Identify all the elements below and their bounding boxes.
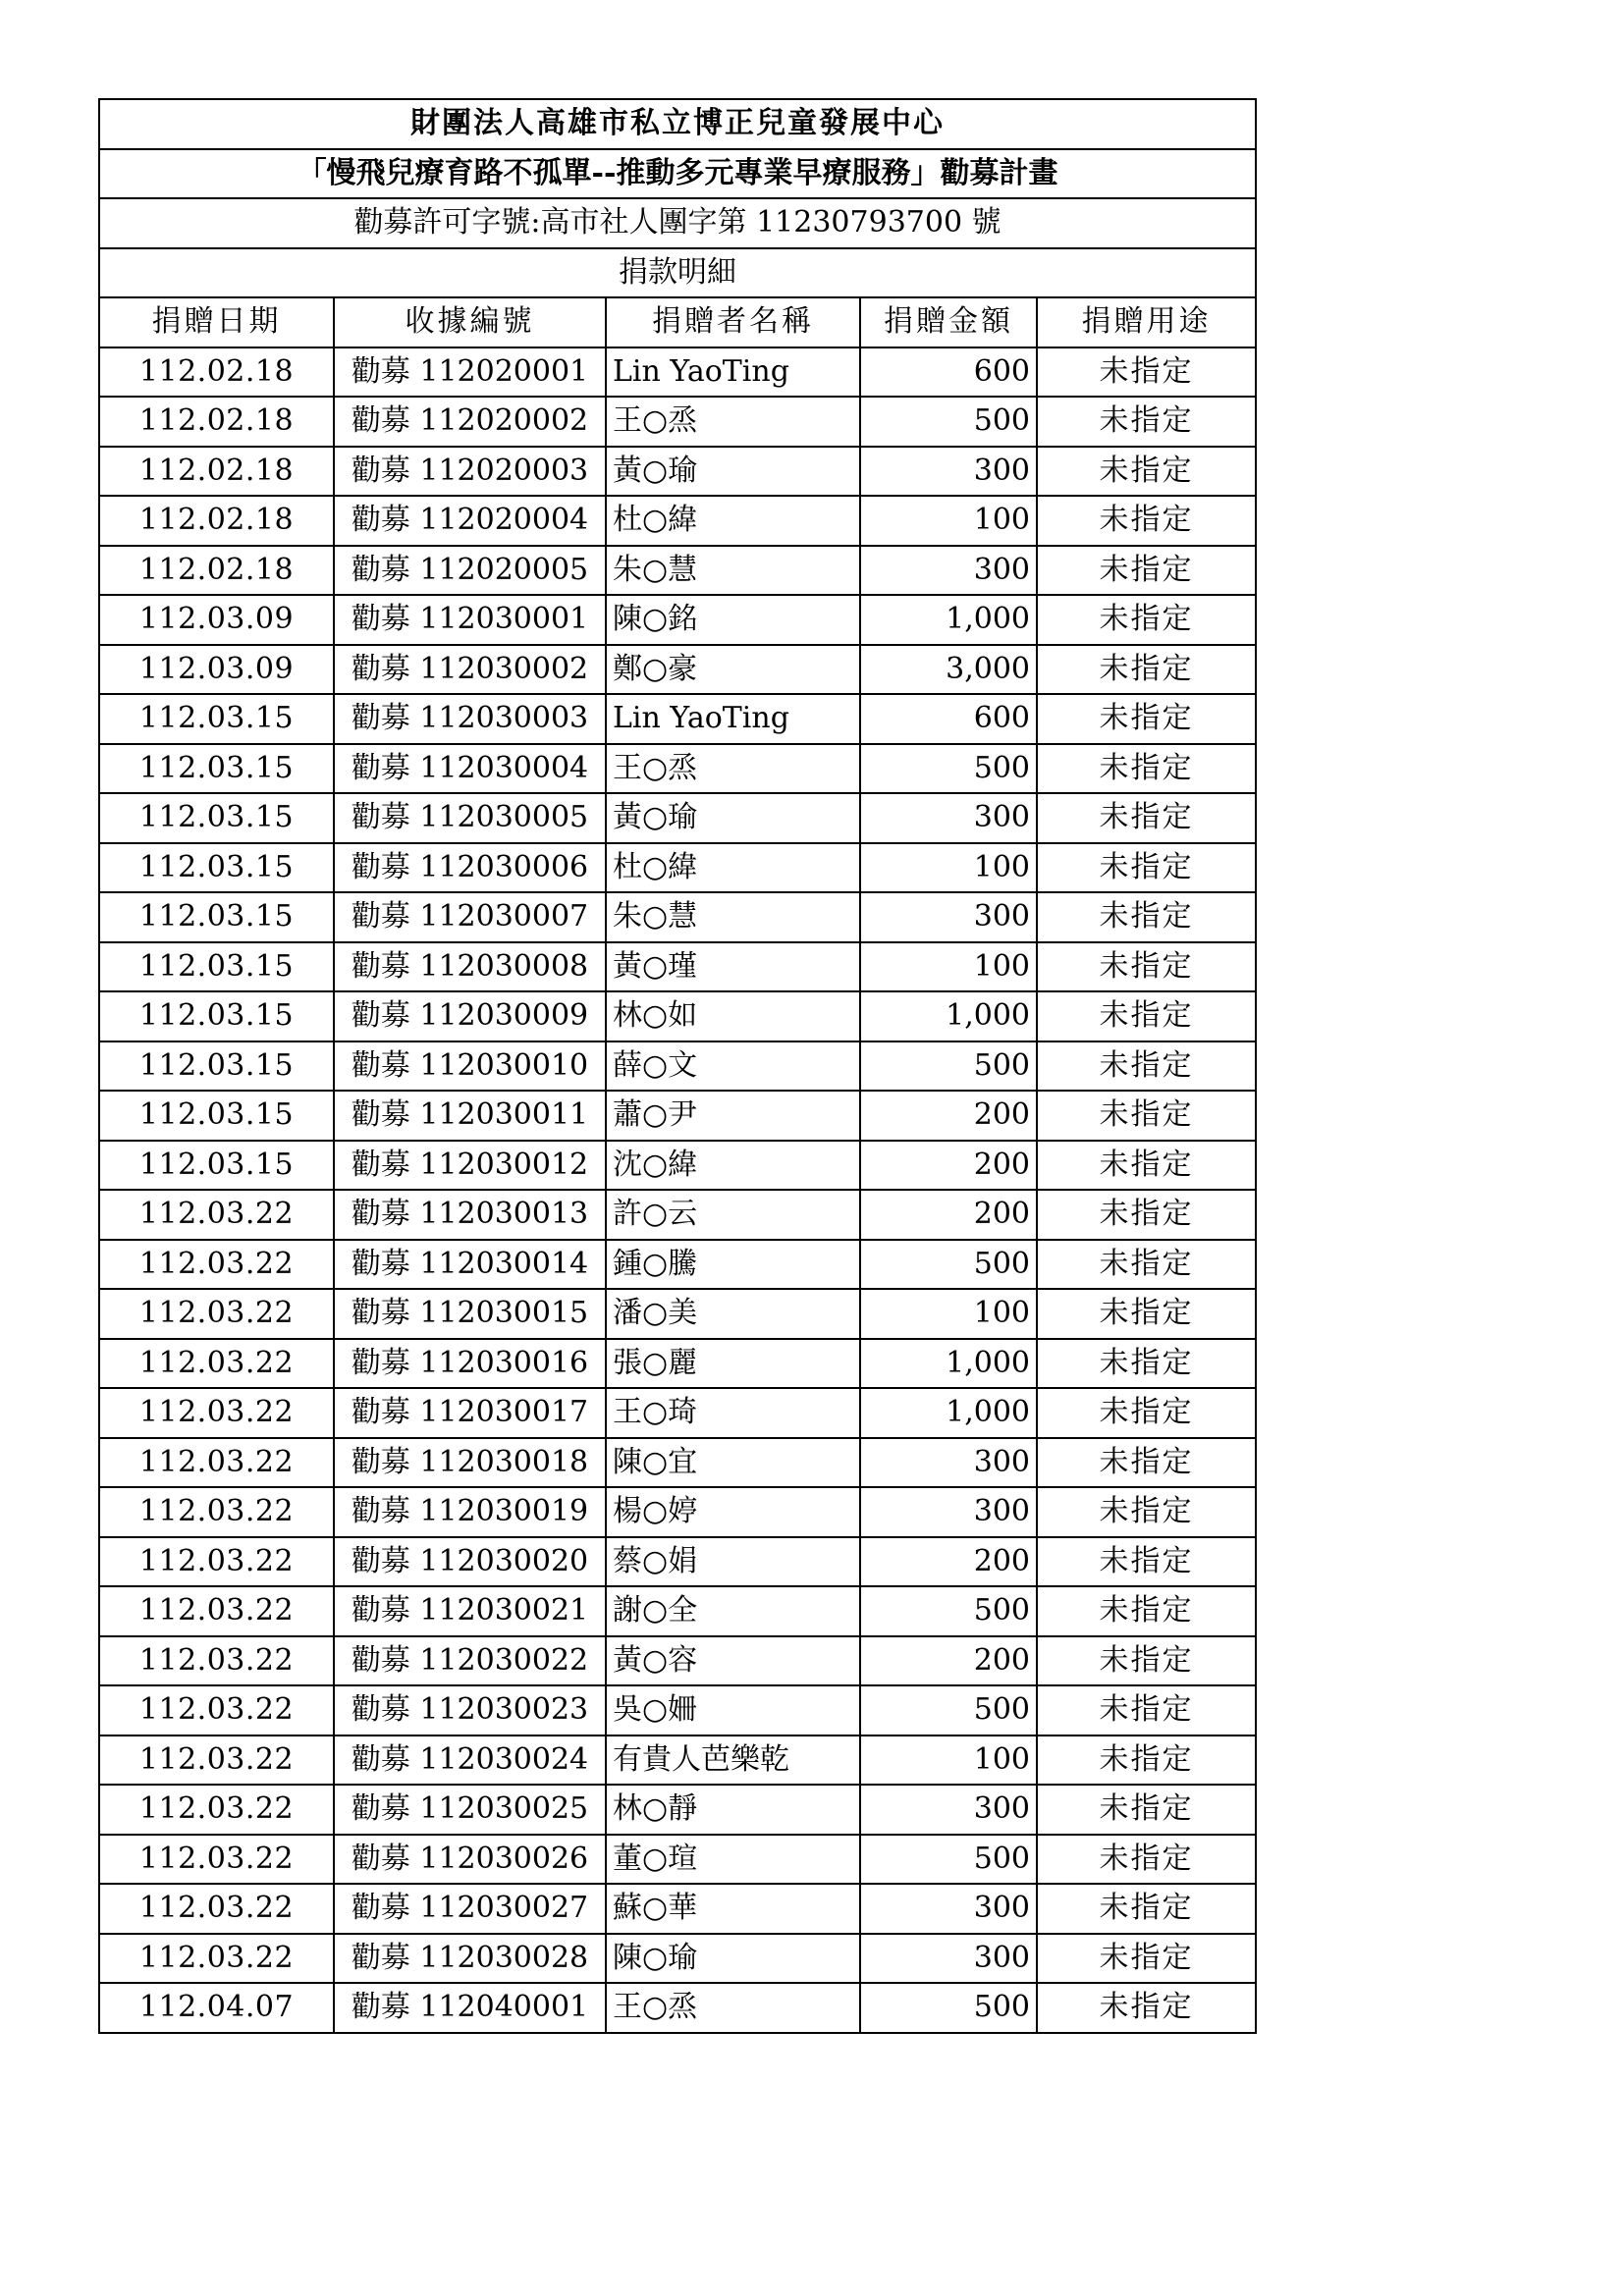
receipt-number: 勸募 112030023 xyxy=(334,1685,606,1735)
donation-purpose: 未指定 xyxy=(1037,1487,1256,1537)
donation-amount: 300 xyxy=(860,546,1037,596)
donation-date: 112.03.15 xyxy=(99,744,334,794)
donation-date: 112.03.22 xyxy=(99,1685,334,1735)
table-row xyxy=(99,1190,1256,1240)
donation-purpose: 未指定 xyxy=(1037,1835,1256,1885)
donation-amount: 500 xyxy=(860,1983,1037,2033)
receipt-number: 勸募 112030019 xyxy=(334,1487,606,1537)
donor-name: 有貴人芭樂乾 xyxy=(606,1735,860,1786)
table-row xyxy=(99,1934,1256,1984)
donation-amount: 100 xyxy=(860,1735,1037,1786)
table-row xyxy=(99,347,1256,398)
donor-name: 王○烝 xyxy=(606,744,860,794)
receipt-number: 勸募 112030027 xyxy=(334,1884,606,1934)
donor-name: 謝○全 xyxy=(606,1586,860,1636)
donation-purpose: 未指定 xyxy=(1037,1339,1256,1389)
donation-date: 112.02.18 xyxy=(99,496,334,546)
donation-purpose: 未指定 xyxy=(1037,892,1256,942)
table-row xyxy=(99,1685,1256,1735)
donor-name: 黃○容 xyxy=(606,1636,860,1686)
donation-date: 112.03.22 xyxy=(99,1339,334,1389)
donation-purpose: 未指定 xyxy=(1037,1785,1256,1835)
table-row xyxy=(99,1586,1256,1636)
donation-date: 112.03.09 xyxy=(99,645,334,695)
donation-amount: 200 xyxy=(860,1636,1037,1686)
donation-date: 112.03.22 xyxy=(99,1537,334,1587)
donation-date: 112.03.22 xyxy=(99,1289,334,1339)
donation-amount: 200 xyxy=(860,1190,1037,1240)
donation-date: 112.02.18 xyxy=(99,546,334,596)
column-header-purpose: 捐贈用途 xyxy=(1037,297,1256,347)
donation-purpose: 未指定 xyxy=(1037,1190,1256,1240)
donation-amount: 100 xyxy=(860,496,1037,546)
table-row xyxy=(99,1884,1256,1934)
table-row xyxy=(99,694,1256,744)
donor-name: 黃○瑜 xyxy=(606,793,860,843)
table-row xyxy=(99,1785,1256,1835)
donation-date: 112.03.22 xyxy=(99,1190,334,1240)
donor-name: Lin YaoTing xyxy=(606,694,860,744)
donation-amount: 1,000 xyxy=(860,1388,1037,1438)
table-row xyxy=(99,1735,1256,1786)
receipt-number: 勸募 112030025 xyxy=(334,1785,606,1835)
donor-name: 王○烝 xyxy=(606,1983,860,2033)
receipt-number: 勸募 112020002 xyxy=(334,397,606,447)
donation-purpose: 未指定 xyxy=(1037,744,1256,794)
donor-name: 蔡○娟 xyxy=(606,1537,860,1587)
ledger-rows xyxy=(99,347,1256,2033)
table-row xyxy=(99,595,1256,645)
donation-amount: 300 xyxy=(860,793,1037,843)
donor-name: 朱○慧 xyxy=(606,892,860,942)
receipt-number: 勸募 112030011 xyxy=(334,1091,606,1141)
donation-purpose: 未指定 xyxy=(1037,397,1256,447)
donation-purpose: 未指定 xyxy=(1037,546,1256,596)
table-row xyxy=(99,892,1256,942)
donation-date: 112.04.07 xyxy=(99,1983,334,2033)
column-header-date: 捐贈日期 xyxy=(99,297,334,347)
donor-name: 沈○緯 xyxy=(606,1141,860,1191)
receipt-number: 勸募 112030028 xyxy=(334,1934,606,1984)
table-row xyxy=(99,1438,1256,1488)
donation-purpose: 未指定 xyxy=(1037,991,1256,1041)
donation-amount: 1,000 xyxy=(860,991,1037,1041)
donor-name: 潘○美 xyxy=(606,1289,860,1339)
donation-amount: 200 xyxy=(860,1091,1037,1141)
donation-amount: 600 xyxy=(860,694,1037,744)
donor-name: 林○靜 xyxy=(606,1785,860,1835)
donor-name: 蕭○尹 xyxy=(606,1091,860,1141)
donation-purpose: 未指定 xyxy=(1037,1041,1256,1092)
donation-date: 112.02.18 xyxy=(99,397,334,447)
donation-purpose: 未指定 xyxy=(1037,1141,1256,1191)
donation-date: 112.03.15 xyxy=(99,793,334,843)
column-header-receipt: 收據編號 xyxy=(334,297,606,347)
donor-name: 林○如 xyxy=(606,991,860,1041)
donation-date: 112.02.18 xyxy=(99,447,334,497)
donor-name: 蘇○華 xyxy=(606,1884,860,1934)
donation-date: 112.03.15 xyxy=(99,942,334,992)
donation-amount: 1,000 xyxy=(860,595,1037,645)
donation-amount: 500 xyxy=(860,1041,1037,1092)
donation-date: 112.03.22 xyxy=(99,1388,334,1438)
donation-purpose: 未指定 xyxy=(1037,1240,1256,1290)
column-header-donor: 捐贈者名稱 xyxy=(606,297,860,347)
donation-amount: 500 xyxy=(860,1240,1037,1290)
donation-date: 112.03.22 xyxy=(99,1487,334,1537)
donation-amount: 200 xyxy=(860,1537,1037,1587)
donation-date: 112.03.15 xyxy=(99,991,334,1041)
receipt-number: 勸募 112030016 xyxy=(334,1339,606,1389)
donation-amount: 100 xyxy=(860,942,1037,992)
receipt-number: 勸募 112030014 xyxy=(334,1240,606,1290)
column-header-amount: 捐贈金額 xyxy=(860,297,1037,347)
donation-purpose: 未指定 xyxy=(1037,1983,1256,2033)
receipt-number: 勸募 112030008 xyxy=(334,942,606,992)
table-row xyxy=(99,645,1256,695)
receipt-number: 勸募 112030026 xyxy=(334,1835,606,1885)
donation-purpose: 未指定 xyxy=(1037,942,1256,992)
donation-purpose: 未指定 xyxy=(1037,1636,1256,1686)
donation-purpose: 未指定 xyxy=(1037,1537,1256,1587)
donor-name: 王○烝 xyxy=(606,397,860,447)
donation-purpose: 未指定 xyxy=(1037,347,1256,398)
donation-date: 112.03.22 xyxy=(99,1785,334,1835)
project-title: 「慢飛兒療育路不孤單--推動多元專業早療服務」勸募計畫 xyxy=(99,149,1256,199)
table-row xyxy=(99,1289,1256,1339)
donation-date: 112.03.22 xyxy=(99,1636,334,1686)
donation-purpose: 未指定 xyxy=(1037,694,1256,744)
donor-name: 杜○緯 xyxy=(606,843,860,893)
receipt-number: 勸募 112030013 xyxy=(334,1190,606,1240)
donation-date: 112.03.15 xyxy=(99,1091,334,1141)
donor-name: 鍾○騰 xyxy=(606,1240,860,1290)
donation-date: 112.03.22 xyxy=(99,1884,334,1934)
donation-purpose: 未指定 xyxy=(1037,496,1256,546)
donor-name: 陳○瑜 xyxy=(606,1934,860,1984)
table-row xyxy=(99,1091,1256,1141)
table-row xyxy=(99,942,1256,992)
donation-amount: 300 xyxy=(860,1785,1037,1835)
receipt-number: 勸募 112020001 xyxy=(334,347,606,398)
table-row xyxy=(99,1487,1256,1537)
donor-name: 朱○慧 xyxy=(606,546,860,596)
receipt-number: 勸募 112030020 xyxy=(334,1537,606,1587)
donor-name: Lin YaoTing xyxy=(606,347,860,398)
donation-date: 112.03.22 xyxy=(99,1934,334,1984)
donation-purpose: 未指定 xyxy=(1037,1884,1256,1934)
receipt-number: 勸募 112030017 xyxy=(334,1388,606,1438)
section-title: 捐款明細 xyxy=(99,248,1256,298)
donation-amount: 300 xyxy=(860,1487,1037,1537)
table-row xyxy=(99,1835,1256,1885)
receipt-number: 勸募 112040001 xyxy=(334,1983,606,2033)
donor-name: 薛○文 xyxy=(606,1041,860,1092)
donor-name: 陳○宜 xyxy=(606,1438,860,1488)
donation-purpose: 未指定 xyxy=(1037,645,1256,695)
receipt-number: 勸募 112030009 xyxy=(334,991,606,1041)
donation-purpose: 未指定 xyxy=(1037,1438,1256,1488)
donor-name: 吳○姍 xyxy=(606,1685,860,1735)
column-header-row xyxy=(99,297,1256,347)
receipt-number: 勸募 112030005 xyxy=(334,793,606,843)
donation-date: 112.02.18 xyxy=(99,347,334,398)
table-row xyxy=(99,1537,1256,1587)
donation-purpose: 未指定 xyxy=(1037,1091,1256,1141)
table-row xyxy=(99,1636,1256,1686)
donation-date: 112.03.22 xyxy=(99,1735,334,1786)
donation-amount: 600 xyxy=(860,347,1037,398)
donation-amount: 100 xyxy=(860,1289,1037,1339)
donor-name: 黃○瑜 xyxy=(606,447,860,497)
receipt-number: 勸募 112030003 xyxy=(334,694,606,744)
table-row xyxy=(99,744,1256,794)
donor-name: 黃○瑾 xyxy=(606,942,860,992)
table-row xyxy=(99,1339,1256,1389)
donation-amount: 300 xyxy=(860,1438,1037,1488)
donation-purpose: 未指定 xyxy=(1037,1388,1256,1438)
donation-date: 112.03.15 xyxy=(99,1041,334,1092)
receipt-number: 勸募 112020004 xyxy=(334,496,606,546)
receipt-number: 勸募 112030007 xyxy=(334,892,606,942)
receipt-number: 勸募 112030006 xyxy=(334,843,606,893)
donation-purpose: 未指定 xyxy=(1037,1289,1256,1339)
table-row xyxy=(99,546,1256,596)
receipt-number: 勸募 112030001 xyxy=(334,595,606,645)
donation-amount: 500 xyxy=(860,1685,1037,1735)
table-row xyxy=(99,1388,1256,1438)
donor-name: 董○瑄 xyxy=(606,1835,860,1885)
donation-amount: 300 xyxy=(860,1934,1037,1984)
organization-title: 財團法人高雄市私立博正兒童發展中心 xyxy=(99,99,1256,149)
table-row xyxy=(99,1240,1256,1290)
donation-amount: 500 xyxy=(860,1586,1037,1636)
donor-name: 楊○婷 xyxy=(606,1487,860,1537)
table-row xyxy=(99,447,1256,497)
donation-amount: 1,000 xyxy=(860,1339,1037,1389)
donation-ledger-table xyxy=(98,98,1257,2034)
donation-amount: 300 xyxy=(860,1884,1037,1934)
table-row xyxy=(99,397,1256,447)
donor-name: 許○云 xyxy=(606,1190,860,1240)
receipt-number: 勸募 112030018 xyxy=(334,1438,606,1488)
donation-amount: 300 xyxy=(860,447,1037,497)
table-row xyxy=(99,496,1256,546)
donation-purpose: 未指定 xyxy=(1037,1934,1256,1984)
donation-date: 112.03.15 xyxy=(99,1141,334,1191)
table-row xyxy=(99,843,1256,893)
donation-date: 112.03.22 xyxy=(99,1835,334,1885)
donation-date: 112.03.15 xyxy=(99,694,334,744)
donation-amount: 500 xyxy=(860,1835,1037,1885)
donation-date: 112.03.22 xyxy=(99,1586,334,1636)
donation-date: 112.03.22 xyxy=(99,1240,334,1290)
donation-purpose: 未指定 xyxy=(1037,595,1256,645)
receipt-number: 勸募 112030002 xyxy=(334,645,606,695)
donation-date: 112.03.15 xyxy=(99,843,334,893)
permit-number: 勸募許可字號:高市社人團字第 11230793700 號 xyxy=(99,198,1256,248)
donation-purpose: 未指定 xyxy=(1037,793,1256,843)
donation-purpose: 未指定 xyxy=(1037,843,1256,893)
receipt-number: 勸募 112030024 xyxy=(334,1735,606,1786)
donation-amount: 500 xyxy=(860,397,1037,447)
receipt-number: 勸募 112020003 xyxy=(334,447,606,497)
receipt-number: 勸募 112030015 xyxy=(334,1289,606,1339)
donor-name: 鄭○豪 xyxy=(606,645,860,695)
donor-name: 王○琦 xyxy=(606,1388,860,1438)
receipt-number: 勸募 112030012 xyxy=(334,1141,606,1191)
receipt-number: 勸募 112030022 xyxy=(334,1636,606,1686)
table-row xyxy=(99,1983,1256,2033)
donation-purpose: 未指定 xyxy=(1037,1735,1256,1786)
donation-purpose: 未指定 xyxy=(1037,1685,1256,1735)
receipt-number: 勸募 112030021 xyxy=(334,1586,606,1636)
donation-amount: 300 xyxy=(860,892,1037,942)
donor-name: 陳○銘 xyxy=(606,595,860,645)
donation-amount: 3,000 xyxy=(860,645,1037,695)
table-row xyxy=(99,991,1256,1041)
receipt-number: 勸募 112020005 xyxy=(334,546,606,596)
donation-date: 112.03.15 xyxy=(99,892,334,942)
donation-amount: 200 xyxy=(860,1141,1037,1191)
receipt-number: 勸募 112030004 xyxy=(334,744,606,794)
donor-name: 張○麗 xyxy=(606,1339,860,1389)
donation-purpose: 未指定 xyxy=(1037,1586,1256,1636)
donation-purpose: 未指定 xyxy=(1037,447,1256,497)
donation-date: 112.03.22 xyxy=(99,1438,334,1488)
table-row xyxy=(99,793,1256,843)
table-row xyxy=(99,1041,1256,1092)
donation-date: 112.03.09 xyxy=(99,595,334,645)
donor-name: 杜○緯 xyxy=(606,496,860,546)
table-row xyxy=(99,1141,1256,1191)
receipt-number: 勸募 112030010 xyxy=(334,1041,606,1092)
donation-amount: 100 xyxy=(860,843,1037,893)
donation-amount: 500 xyxy=(860,744,1037,794)
